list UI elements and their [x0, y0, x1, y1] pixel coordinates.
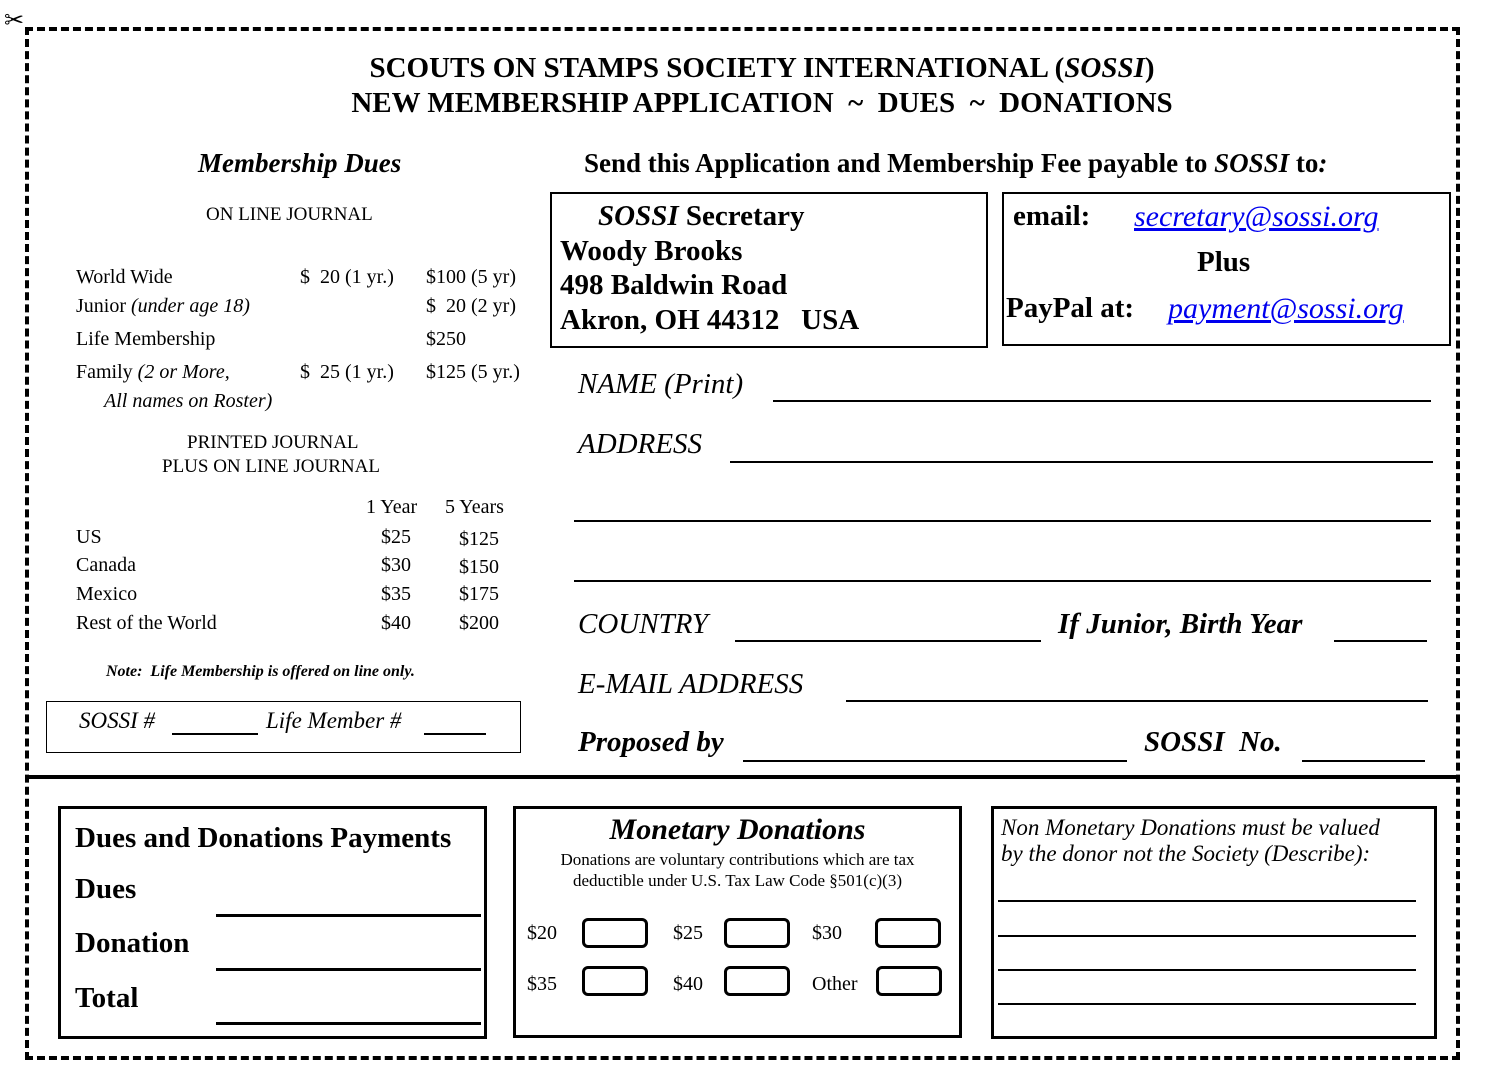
donation-35-checkbox[interactable] [582, 966, 648, 996]
dues-row-label: Junior (under age 18) [76, 295, 250, 317]
family-note: All names on Roster) [104, 390, 273, 412]
non-monetary-donations-text: Non Monetary Donations must be valued [1001, 815, 1380, 840]
non-monetary-description-line[interactable] [998, 969, 1416, 971]
donation-amount-label: $40 [673, 973, 703, 995]
membership-dues-heading: Membership Dues [198, 148, 402, 178]
address-field-line-3[interactable] [574, 580, 1431, 582]
plus-label: Plus [1197, 246, 1251, 278]
donation-amount-label: $30 [812, 922, 842, 944]
donation-amount-label: $25 [673, 922, 703, 944]
name-label: NAME (Print) [578, 368, 744, 400]
monetary-donations-desc: Donations are voluntary contributions which are tax [560, 850, 915, 869]
printed-journal-heading: PLUS ON LINE JOURNAL [162, 456, 380, 477]
dues-payment-field[interactable] [216, 914, 481, 917]
col-header-5-years: 5 Years [445, 496, 504, 518]
country-field[interactable] [735, 640, 1041, 642]
dues-row-price-1yr: $ 25 (1 yr.) [300, 361, 394, 383]
donation-20-checkbox[interactable] [582, 918, 648, 948]
proposer-sossi-no-label: SOSSI No. [1144, 726, 1282, 758]
dues-row-label: World Wide [76, 266, 173, 288]
page-title: SCOUTS ON STAMPS SOCIETY INTERNATIONAL (SOSSI) [369, 52, 1155, 84]
donation-25-checkbox[interactable] [724, 918, 790, 948]
address-line: 498 Baldwin Road [560, 269, 788, 301]
proposed-by-field[interactable] [743, 760, 1127, 762]
donation-other-checkbox[interactable] [876, 966, 942, 996]
total-payment-field[interactable] [216, 1022, 481, 1025]
junior-birth-year-label: If Junior, Birth Year [1058, 608, 1303, 640]
non-monetary-description-line[interactable] [998, 935, 1416, 937]
printed-row-1yr: $35 [381, 583, 411, 605]
dues-row-price-1yr: $ 20 (1 yr.) [300, 266, 394, 288]
country-label: COUNTRY [578, 608, 709, 640]
printed-row-5yr: $200 [459, 612, 499, 634]
donation-payment-field[interactable] [216, 968, 481, 971]
donation-amount-label: Other [812, 973, 858, 995]
printed-row-label: Mexico [76, 583, 138, 605]
donation-30-checkbox[interactable] [875, 918, 941, 948]
donation-40-checkbox[interactable] [724, 966, 790, 996]
dues-row-label: Family (2 or More, [76, 361, 230, 383]
non-monetary-donations-text: by the donor not the Society (Describe): [1001, 841, 1371, 866]
section-divider [25, 775, 1460, 779]
proposer-sossi-no-field[interactable] [1302, 760, 1425, 762]
col-header-1-year: 1 Year [366, 496, 418, 518]
name-field[interactable] [773, 400, 1431, 402]
printed-row-1yr: $30 [381, 554, 411, 576]
printed-row-label: Rest of the World [76, 612, 217, 634]
donation-amount-label: $20 [527, 922, 557, 944]
printed-row-1yr: $40 [381, 612, 411, 634]
junior-birth-year-field[interactable] [1334, 640, 1427, 642]
send-heading: Send this Application and Membership Fee payable to SOSSI to: [584, 148, 1328, 178]
sossi-number-label: SOSSI # [79, 708, 156, 733]
dues-row-label: Life Membership [76, 328, 216, 350]
address-field[interactable] [730, 461, 1433, 463]
secretary-email-link[interactable]: secretary@sossi.org [1134, 200, 1379, 233]
life-member-number-label: Life Member # [266, 708, 402, 733]
printed-row-5yr: $150 [459, 556, 499, 578]
payments-heading: Dues and Donations Payments [75, 822, 452, 854]
non-monetary-description-line[interactable] [998, 1003, 1416, 1005]
printed-row-5yr: $175 [459, 583, 499, 605]
address-line: Woody Brooks [560, 235, 743, 267]
address-label: ADDRESS [578, 428, 703, 460]
paypal-label: PayPal at: [1006, 292, 1135, 324]
donation-payment-label: Donation [75, 927, 190, 959]
total-payment-label: Total [75, 982, 139, 1014]
email-address-field[interactable] [846, 700, 1428, 702]
dues-row-price-5yr: $ 20 (2 yr) [426, 295, 516, 317]
address-line: Akron, OH 44312 USA [560, 304, 860, 336]
dues-row-price-5yr: $100 (5 yr) [426, 266, 516, 288]
page-subtitle: NEW MEMBERSHIP APPLICATION ~ DUES ~ DONATIONS [351, 87, 1173, 119]
scissors-icon: ✂ [4, 6, 25, 34]
printed-row-1yr: $25 [381, 526, 411, 548]
dues-payment-label: Dues [75, 873, 137, 905]
online-journal-heading: ON LINE JOURNAL [206, 204, 373, 225]
life-member-number-field[interactable] [424, 733, 486, 735]
sossi-number-field[interactable] [172, 733, 258, 735]
monetary-donations-desc: deductible under U.S. Tax Law Code §501(c)(3) [573, 871, 902, 890]
address-line: SOSSI Secretary [598, 200, 805, 232]
printed-row-label: US [76, 526, 102, 548]
dues-row-price: $250 [426, 328, 466, 350]
printed-row-5yr: $125 [459, 528, 499, 550]
paypal-email-link[interactable]: payment@sossi.org [1168, 292, 1404, 325]
printed-journal-heading: PRINTED JOURNAL [187, 432, 359, 453]
email-label: email: [1013, 200, 1091, 232]
dues-row-price-5yr: $125 (5 yr.) [426, 361, 520, 383]
donation-amount-label: $35 [527, 973, 557, 995]
address-field-line-2[interactable] [574, 520, 1431, 522]
proposed-by-label: Proposed by [578, 726, 724, 758]
email-address-label: E-MAIL ADDRESS [578, 668, 804, 700]
printed-row-label: Canada [76, 554, 136, 576]
monetary-donations-heading: Monetary Donations [609, 813, 866, 846]
non-monetary-description-line[interactable] [998, 900, 1416, 902]
life-membership-note: Note: Life Membership is offered on line only. [106, 663, 415, 680]
